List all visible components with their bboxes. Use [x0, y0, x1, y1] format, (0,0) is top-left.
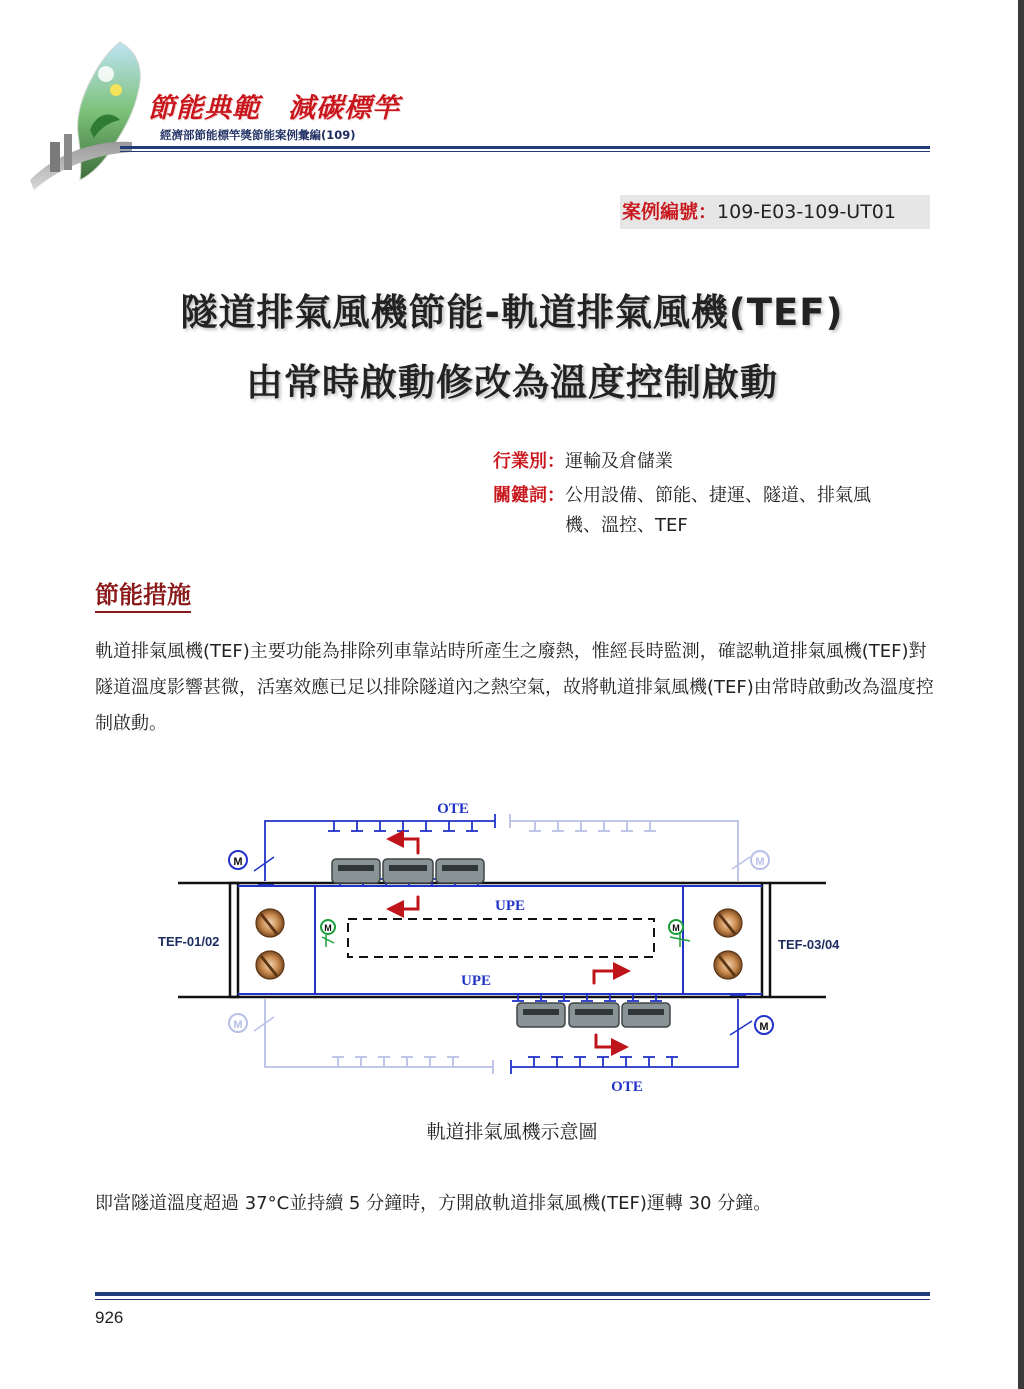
case-number-value: 109-E03-109-UT01	[717, 201, 896, 223]
tef-left-label: TEF-01/02	[158, 934, 220, 949]
motor-label-3: M	[233, 1019, 243, 1031]
header-rule-thin	[120, 151, 930, 152]
page-edge-border	[1018, 0, 1024, 1389]
control-paragraph: 即當隧道溫度超過 37°C並持續 5 分鐘時，方開啟軌道排氣風機(TEF)運轉 30 分鐘。	[95, 1193, 772, 1214]
document-title-line2: 由常時啟動修改為溫度控制啟動	[246, 361, 778, 404]
case-number-box	[620, 195, 930, 229]
motor-label-5: M	[324, 923, 332, 933]
document-title-line1: 隧道排氣風機節能-軌道排氣風機(TEF)	[180, 291, 844, 334]
header-rule	[120, 146, 930, 149]
industry-value: 運輸及倉儲業	[565, 451, 673, 472]
footer-rule	[95, 1292, 930, 1296]
train-top	[332, 859, 484, 883]
train-bottom	[517, 1003, 670, 1027]
industry-row	[493, 447, 673, 477]
keywords-label: 關鍵詞：	[493, 485, 565, 506]
keywords-value: 公用設備、節能、捷運、隧道、排氣風機、溫控、TEF	[565, 485, 871, 536]
motor-label-2: M	[755, 856, 765, 868]
keywords-row	[493, 481, 933, 541]
motor-label-6: M	[672, 923, 680, 933]
industry-label: 行業別：	[493, 451, 565, 472]
ote-bottom-label: OTE	[611, 1079, 643, 1095]
ote-top-duct-faded	[510, 814, 738, 881]
ote-top-label: OTE	[437, 801, 469, 817]
figure-caption: 軌道排氣風機示意圖	[426, 1121, 598, 1143]
logo-subtitle: 經濟部節能標竿獎節能案例彙編(109)	[160, 128, 356, 142]
upe-bottom-label: UPE	[461, 973, 491, 989]
logo-title: 節能典範 減碳標竿	[148, 93, 400, 124]
motor-label-1: M	[233, 856, 243, 868]
footer-rule-thin	[95, 1299, 930, 1300]
motor-label-4: M	[759, 1021, 769, 1033]
page-header	[0, 0, 1024, 180]
tef-right-label: TEF-03/04	[778, 937, 840, 952]
case-number-label: 案例編號：	[622, 201, 718, 223]
ote-bottom-duct-faded	[265, 999, 493, 1074]
track-area-dashed	[348, 919, 654, 957]
measure-paragraph: 軌道排氣風機(TEF)主要功能為排除列車靠站時所產生之廢熱，惟經長時監測，確認軌道排氣風機(TEF)對隧道溫度影響甚微，活塞效應已足以排除隧道內之熱空氣，故將軌道排氣風機(TEF)由常時啟動改為溫度控制啟動。	[95, 641, 934, 734]
upe-top-label: UPE	[495, 898, 525, 914]
motor-icons	[229, 851, 773, 1035]
page-number: 926	[95, 1308, 124, 1327]
section-heading: 節能措施	[95, 580, 191, 613]
tef-diagram	[150, 795, 850, 1105]
